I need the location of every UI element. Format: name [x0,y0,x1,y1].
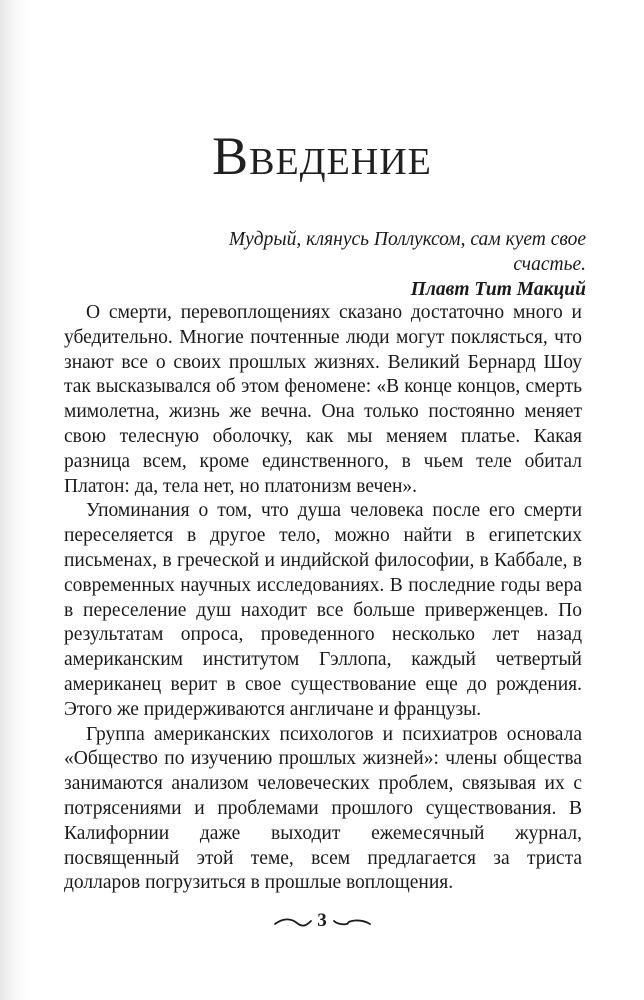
left-swash-ornament-icon [273,916,313,928]
right-swash-ornament-icon [332,916,372,928]
body-text [64,301,582,896]
paragraph: Упоминания о том, что душа человека после его смерти переселяется в другое тело, можно найти в египетских письменах, в греческой и индийской философии, в Каббале, в современных научных исследованиях. В последние годы вера в переселение душ находит все больше приверженцев. По результатам опроса, проведенного несколько лет назад американским институтом Гэллопа, каждый четвертый американец верит в свое существование еще до рождения. Этого же придерживаются англичане и французы. [64,500,582,720]
page-number: 3 [317,910,327,931]
page-number-folio [0,909,644,933]
epigraph-author: Плавт Тит Макций [410,279,586,300]
epigraph-quote: Мудрый, клянусь Поллуксом, сам кует свое счастье. [228,229,586,275]
chapter-title: Введение [212,126,432,186]
epigraph [156,227,586,302]
paragraph: Группа американских психологов и психиатров основала «Общество по изучению прошлых жизней»: члены общества занимаются анализом человеческих проблем, связывая их с потрясениями и проблемами прошлого существования. В Калифорнии даже выходит ежемесячный журнал, посвященный этой теме, всем предлагается за триста долларов погрузиться в прошлые воплощения. [64,723,582,894]
paragraph: О смерти, перевоплощениях сказано достаточно много и убедительно. Многие почтенные люди могут поклясться, что знают все о своих прошлых жизнях. Великий Бернард Шоу так высказывался об этом феномене: «В конце концов, смерть мимолетна, жизнь же вечна. Она только постоянно меняет свою телесную оболочку, как мы меняем платье. Какая разница всем, кроме единственного, в чьем теле обитал Платон: да, тела нет, но платонизм вечен». [64,302,582,497]
